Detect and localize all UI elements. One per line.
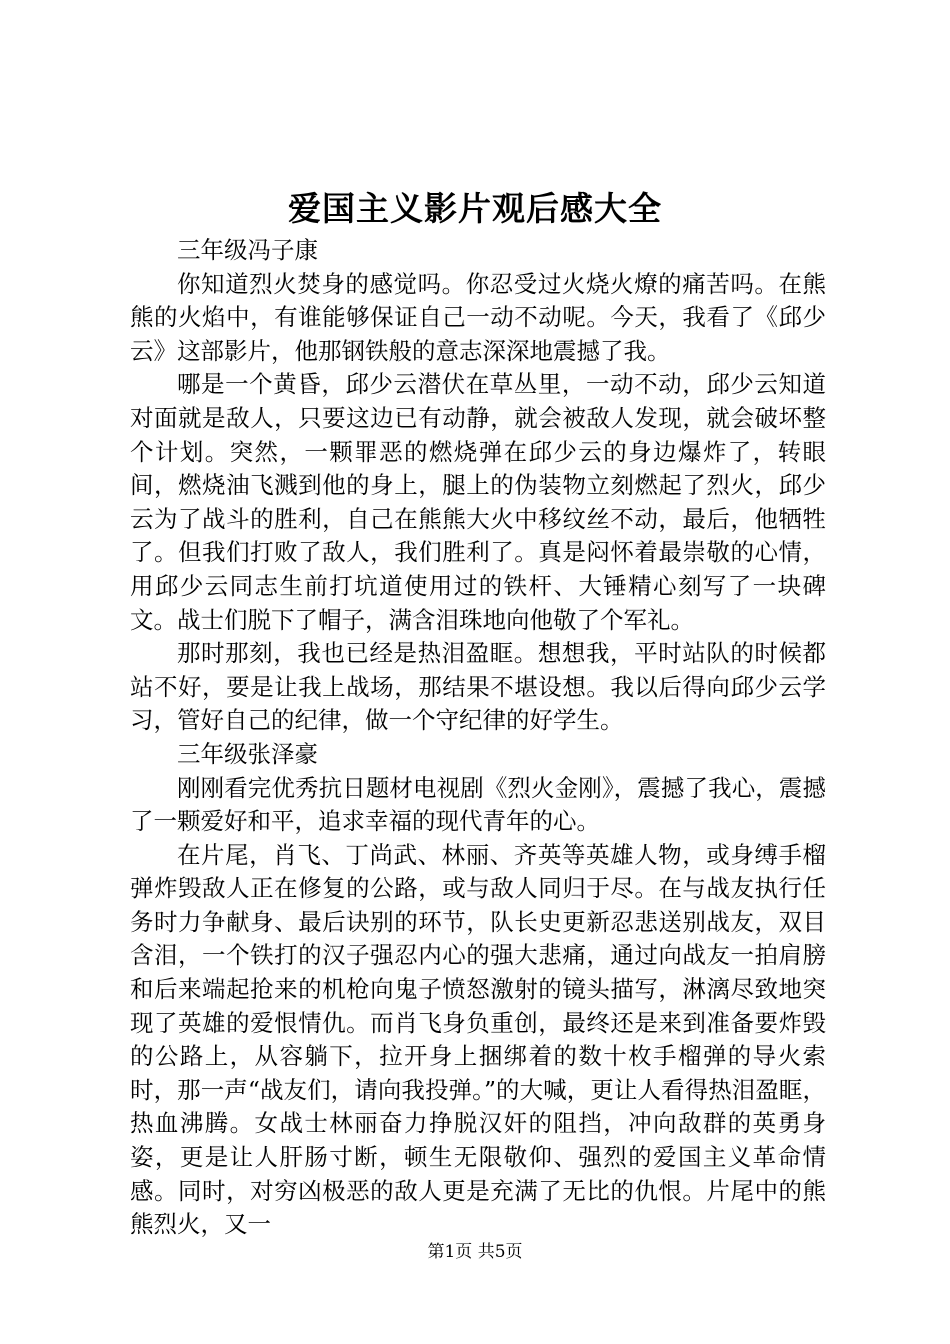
paragraph: 你知道烈火焚身的感觉吗。你忍受过火烧火燎的痛苦吗。在熊熊的火焰中，有谁能够保证自己一动不动呢。今天，我看了《邱少云》这部影片，他那钢铁般的意志深深地震撼了我。 xyxy=(130,269,826,365)
paragraph: 那时那刻，我也已经是热泪盈眶。想想我，平时站队的时候都站不好，要是让我上战场，那结果不堪设想。我以后得向邱少云学习，管好自己的纪律，做一个守纪律的好学生。 xyxy=(130,639,826,735)
paragraph: 哪是一个黄昏，邱少云潜伏在草丛里，一动不动，邱少云知道对面就是敌人，只要这边已有动静，就会被敌人发现，就会破坏整个计划。突然，一颗罪恶的燃烧弹在邱少云的身边爆炸了，转眼间，燃烧油飞溅到他的身上，腿上的伪装物立刻燃起了烈火，邱少云为了战斗的胜利，自己在熊熊大火中移纹丝不动，最后，他牺牲了。但我们打败了敌人，我们胜利了。真是闷怀着最崇敬的心情，用邱少云同志生前打坑道使用过的铁杆、大锤精心刻写了一块碑文。战士们脱下了帽子，满含泪珠地向他敬了个军礼。 xyxy=(130,370,826,634)
author-line: 三年级张泽豪 xyxy=(177,739,318,768)
paragraph: 刚刚看完优秀抗日题材电视剧《烈火金刚》，震撼了我心，震撼了一颗爱好和平，追求幸福的现代青年的心。 xyxy=(130,773,826,836)
document-body xyxy=(130,234,826,1242)
author-line: 三年级冯子康 xyxy=(177,236,318,264)
page-footer: 第1页 共5页 xyxy=(427,1242,523,1262)
paragraph: 在片尾，肖飞、丁尚武、林丽、齐英等英雄人物，或身缚手榴弹炸毁敌人正在修复的公路，或与敌人同归于尽。在与战友执行任务时力争献身、最后诀别的环节，队长史更新忍悲送别战友，双目含泪，一个铁打的汉子强忍内心的强大悲痛，通过向战友一拍肩膀和后来端起抢来的机枪向鬼子愤怒激射的镜头描写，淋漓尽致地突现了英雄的爱恨情仇。而肖飞身负重创，最终还是来到准备要炸毁的公路上，从容躺下，拉开身上捆绑着的数十枚手榴弹的导火索时，那一声“战友们，请向我投弹。”的大喊，更让人看得热泪盈眶，热血沸腾。女战士林丽奋力挣脱汉奸的阻挡，冲向敌群的英勇身姿，更是让人肝肠寸断，顿生无限敬仰、强烈的爱国主义革命情感。同时，对穷凶极恶的敌人更是充满了无比的仇恨。片尾中的熊熊烈火，又一 xyxy=(130,840,826,1239)
document-title: 爱国主义影片观后感大全 xyxy=(288,189,662,228)
